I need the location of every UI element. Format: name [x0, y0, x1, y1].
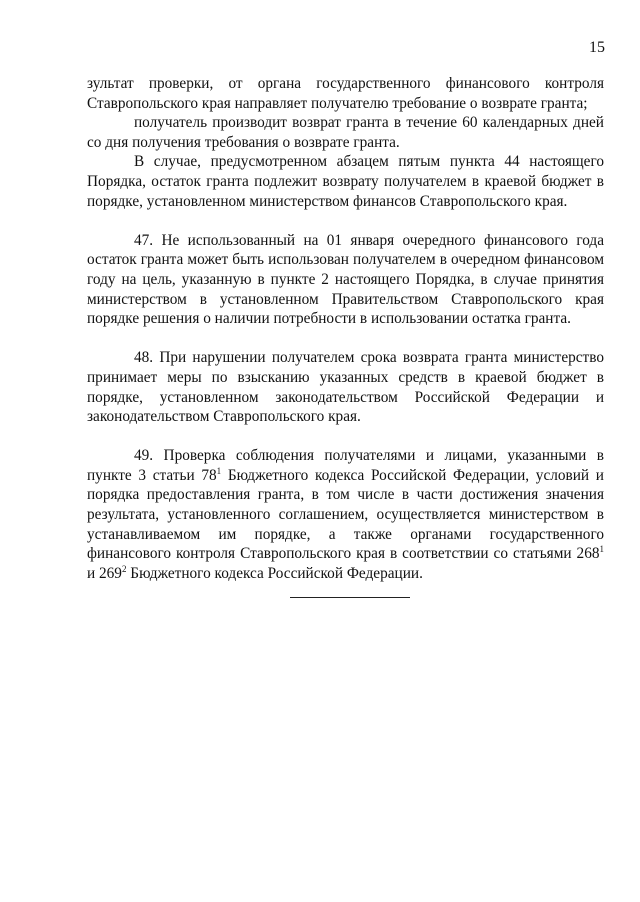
paragraph-case-return: В случае, предусмотренном абзацем пятым пункта 44 настоящего Порядка, остаток гранта подлежит возврату получателем в краевой бюджет в порядке, установленном министерством финансов Ставропольского края. — [87, 153, 604, 210]
paragraph-48: 48. При нарушении получателем срока возврата гранта министерство принимает меры по взысканию указанных средств в краевой бюджет в порядке, установленном законодательством Российской Федерации и законодательством Ставропольского края. — [87, 349, 604, 426]
end-divider-line — [290, 597, 410, 598]
paragraph-47: 47. Не использованный на 01 января очередного финансового года остаток гранта может быть использован получателем в очередном финансовом году на цель, указанную в пункте 2 настоящего Порядка, в случае принятия министерством в установленном Правительством Ставропольского края порядке решения о наличии потребности в использовании остатка гранта. — [87, 231, 604, 328]
paragraph-return-deadline: получатель производит возврат гранта в течение 60 календарных дней со дня получения требования о возврате гранта. — [87, 114, 604, 151]
page-number: 15 — [589, 39, 605, 56]
paragraph-gap — [87, 427, 604, 447]
superscript-2: 1 — [599, 544, 604, 555]
paragraph-gap — [87, 211, 604, 231]
document-body — [87, 74, 604, 583]
paragraph-continuation: зультат проверки, от органа государственного финансового контроля Ставропольского края направляет получателю требование о возврате гранта; — [87, 75, 604, 112]
paragraph-gap — [87, 329, 604, 349]
paragraph-49-text-4: Бюджетного кодекса Российской Федерации. — [126, 564, 423, 582]
paragraph-49-text-1: 49. Проверка соблюдения получателями и лицами, указанными в пункте 3 статьи 78 — [87, 447, 604, 484]
superscript-3: 2 — [121, 563, 127, 574]
paragraph-49 — [87, 446, 604, 583]
paragraph-49-text-3: и 269 — [87, 564, 122, 582]
superscript-1: 1 — [216, 465, 222, 476]
paragraph-49-text-2: Бюджетного кодекса Российской Федерации, условий и порядка предоставления гранта, в том числе в части достижения значения результата, установленного соглашением, осуществляется министерством в устанавливаемом им порядке, а также органами государственного финансового контроля Ставропольского края в соответствии со статьями 268 — [87, 466, 604, 563]
